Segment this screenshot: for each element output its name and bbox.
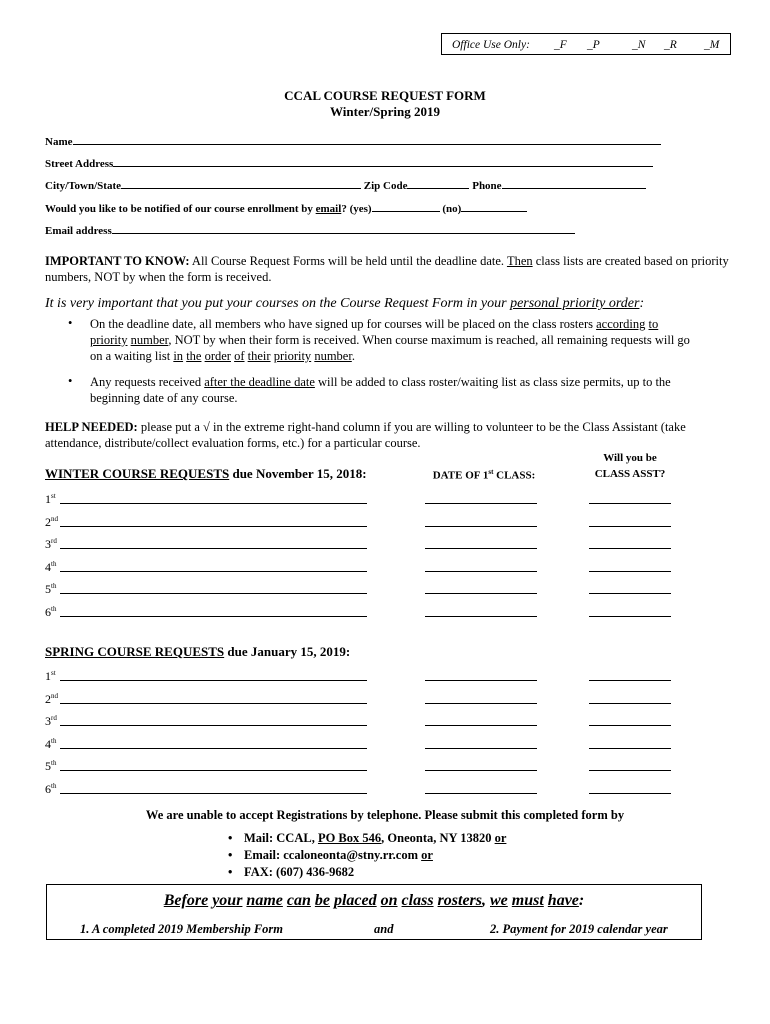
row-ordinal: nd [51, 691, 58, 700]
spring-asst-line-5[interactable] [589, 770, 671, 771]
rh-6: on [380, 892, 398, 909]
date-header-sup: st [488, 468, 494, 476]
form-subtitle: Winter/Spring 2019 [330, 104, 440, 119]
bullet-1 [90, 316, 690, 364]
spring-asst-line-3[interactable] [589, 725, 671, 726]
row-number: 1 [45, 669, 51, 683]
winter-asst-line-1[interactable] [589, 503, 671, 504]
submit-fax: • FAX: (607) 436-9682 [228, 864, 506, 881]
b1-to: to [648, 317, 659, 331]
winter-date-line-4[interactable] [425, 571, 537, 572]
email-or: or [421, 848, 433, 862]
spring-row-label-6 [45, 782, 56, 797]
row-number: 6 [45, 781, 51, 796]
winter-course-line-5[interactable] [60, 593, 367, 594]
submit-email [228, 847, 506, 864]
bullet-dot-1: • [68, 316, 73, 330]
street-line[interactable] [113, 166, 653, 167]
help-text: please put a √ in the extreme right-hand column if you are willing to volunteer to be the Class Assistant (take attendance, distribute/collect evaluation forms, etc.) for a particular course. [45, 420, 686, 450]
row-number: 2 [45, 514, 51, 529]
row-ordinal: rd [51, 537, 57, 545]
b1-text-a: On the deadline date, all members who have signed up for courses will be placed on the class rosters [90, 317, 597, 331]
b1-text-b: , NOT by when their form is received. When course maximum is reached, all remaining requests will go on a waiting list [90, 333, 690, 363]
important-lead: IMPORTANT TO KNOW: [45, 254, 190, 268]
requirement-2: 2. Payment for 2019 calendar year [490, 922, 668, 936]
email-field[interactable] [45, 225, 575, 237]
phone-label: Phone [472, 180, 502, 192]
row-number: 5 [45, 759, 51, 773]
office-mark-m: _M [704, 39, 720, 51]
notify-row [45, 203, 527, 215]
spring-title: SPRING COURSE REQUESTS [45, 644, 225, 659]
submit-methods [228, 830, 506, 881]
rh-0: Before [163, 892, 209, 909]
b1-number-2: number [314, 349, 352, 363]
spring-course-line-4[interactable] [60, 748, 367, 749]
rh-8: rosters [437, 892, 482, 909]
notify-yes-label: ? (yes) [341, 203, 372, 215]
spring-date-line-5[interactable] [425, 770, 537, 771]
row-ordinal: th [51, 736, 57, 745]
winter-date-line-1[interactable] [425, 503, 537, 504]
office-mark-r: _R [664, 39, 677, 51]
spring-asst-line-6[interactable] [589, 793, 671, 794]
spring-row-label-2 [45, 692, 58, 707]
spring-date-line-6[interactable] [425, 793, 537, 794]
winter-date-line-5[interactable] [425, 593, 537, 594]
rh-9: , [482, 892, 486, 909]
spring-course-line-3[interactable] [60, 725, 367, 726]
date-header-end: CLASS: [493, 469, 536, 482]
row-number: 4 [45, 736, 51, 751]
email-line[interactable] [112, 233, 575, 234]
office-use-box [441, 33, 731, 55]
row-ordinal: th [51, 604, 57, 613]
spring-date-line-4[interactable] [425, 748, 537, 749]
b1-end: . [351, 349, 355, 363]
requirement-1: 1. A completed 2019 Membership Form [80, 922, 284, 936]
rh-1: your [212, 892, 243, 909]
date-header [420, 468, 548, 482]
b1-of: of [234, 349, 245, 363]
winter-title: WINTER COURSE REQUESTS [45, 466, 230, 481]
street-label: Street Address [45, 158, 114, 170]
office-mark-f: _F [554, 39, 567, 51]
requirements-heading [46, 892, 702, 910]
spring-date-line-1[interactable] [425, 680, 537, 681]
important-then: Then [506, 254, 533, 268]
winter-due: due November 15, 2018: [229, 466, 367, 481]
priority-note [45, 296, 735, 312]
notify-email-word: email [315, 203, 342, 215]
winter-row-label-3 [45, 537, 57, 552]
office-mark-n: _N [632, 39, 646, 51]
notify-no-line[interactable] [461, 211, 527, 212]
row-ordinal: rd [51, 714, 57, 722]
street-field[interactable] [45, 158, 653, 170]
b1-priority-2: priority [273, 349, 312, 363]
spring-course-line-5[interactable] [60, 770, 367, 771]
winter-asst-line-3[interactable] [589, 548, 671, 549]
winter-asst-line-6[interactable] [589, 616, 671, 617]
spring-date-line-3[interactable] [425, 725, 537, 726]
asst-header-bottom: CLASS ASST? [594, 468, 666, 480]
form-title: CCAL COURSE REQUEST FORM [284, 88, 486, 103]
spring-row-label-3 [45, 714, 57, 729]
name-line[interactable] [73, 144, 661, 145]
office-use-label: Office Use Only: [452, 39, 530, 51]
row-number: 1 [45, 492, 51, 506]
office-mark-p: _P [587, 39, 600, 51]
requirement-and: and [374, 922, 394, 936]
rh-12: have [547, 892, 579, 909]
row-ordinal: th [51, 582, 57, 590]
spring-row-label-1 [45, 669, 56, 684]
row-ordinal: st [51, 492, 56, 500]
bullet-dot-2: • [68, 374, 73, 388]
winter-date-line-2[interactable] [425, 526, 537, 527]
row-ordinal: th [51, 781, 57, 790]
important-text-1: All Course Request Forms will be held until the deadline date. [189, 254, 507, 268]
row-ordinal: th [51, 759, 57, 767]
rh-11: must [511, 892, 544, 909]
winter-date-line-6[interactable] [425, 616, 537, 617]
mail-text: Mail: CCAL, [244, 831, 318, 845]
rh-4: be [314, 892, 330, 909]
winter-date-line-3[interactable] [425, 548, 537, 549]
spring-asst-line-2[interactable] [589, 703, 671, 704]
rh-7: class [401, 892, 434, 909]
mail-box: PO Box 546 [317, 831, 382, 845]
priority-colon: : [639, 296, 645, 311]
priority-text: It is very important that you put your courses on the Course Request Form in your [45, 296, 511, 311]
phone-line[interactable] [502, 188, 646, 189]
notify-question: Would you like to be notified of our course enrollment by [45, 203, 313, 215]
row-number: 6 [45, 604, 51, 619]
spring-row-label-4 [45, 737, 56, 752]
spring-asst-line-4[interactable] [589, 748, 671, 749]
rh-3: can [286, 892, 311, 909]
city-zip-phone-row [45, 180, 646, 192]
row-ordinal: st [51, 669, 56, 677]
important-text-2: class lists are created based on priority numbers, NOT by when the form is received. [45, 254, 729, 284]
email-label: Email address [45, 225, 112, 237]
b1-order: order [204, 349, 231, 363]
help-lead: HELP NEEDED: [45, 420, 138, 434]
rh-10: we [490, 892, 508, 909]
winter-row-label-2 [45, 515, 58, 530]
winter-course-line-2[interactable] [60, 526, 367, 527]
row-number: 3 [45, 537, 51, 551]
b2-text-a: Any requests received [90, 375, 205, 389]
rh-2: name [246, 892, 283, 909]
winter-row-label-1 [45, 492, 56, 507]
row-number: 5 [45, 582, 51, 596]
submit-mail [228, 830, 506, 847]
name-label: Name [45, 136, 73, 148]
notify-no-label: (no) [442, 203, 462, 215]
row-number: 4 [45, 559, 51, 574]
bullet-2 [90, 374, 690, 406]
row-number: 3 [45, 714, 51, 728]
b1-their: their [247, 349, 271, 363]
email-address: Email: ccaloneonta@stny.rr.com [244, 848, 422, 862]
winter-course-line-6[interactable] [60, 616, 367, 617]
priority-order: personal priority order [510, 296, 640, 311]
b2-after-deadline: after the deadline date [204, 375, 315, 389]
b2-text-b: will be added to class roster/waiting list as class size permits, up to the beginning date of any course. [90, 375, 671, 405]
winter-row-label-6 [45, 605, 56, 620]
row-ordinal: nd [51, 514, 58, 523]
winter-asst-line-4[interactable] [589, 571, 671, 572]
spring-due: due January 15, 2019: [224, 644, 351, 659]
b1-in: in [173, 349, 184, 363]
spring-course-line-2[interactable] [60, 703, 367, 704]
city-line[interactable] [121, 188, 361, 189]
b1-number: number [130, 333, 169, 347]
mail-or: or [494, 831, 507, 845]
rh-5: placed [333, 892, 377, 909]
city-label: City/Town/State [45, 180, 121, 192]
asst-header-top: Will you be [603, 452, 657, 464]
winter-section-title [45, 466, 367, 482]
important-paragraph [45, 253, 735, 285]
spring-date-line-2[interactable] [425, 703, 537, 704]
submit-text: We are unable to accept Registrations by telephone. Please submit this completed form by [145, 808, 625, 822]
spring-section-title [45, 644, 350, 660]
spring-course-line-6[interactable] [60, 793, 367, 794]
winter-course-line-4[interactable] [60, 571, 367, 572]
b1-priority: priority [90, 333, 128, 347]
winter-course-line-1[interactable] [60, 503, 367, 504]
spring-row-label-5 [45, 759, 56, 774]
winter-asst-line-2[interactable] [589, 526, 671, 527]
mail-city: , Oneonta, NY 13820 [381, 831, 495, 845]
spring-asst-line-1[interactable] [589, 680, 671, 681]
row-number: 2 [45, 691, 51, 706]
date-header-text: DATE OF 1 [432, 469, 489, 482]
winter-asst-line-5[interactable] [589, 593, 671, 594]
spring-course-line-1[interactable] [60, 680, 367, 681]
winter-row-label-5 [45, 582, 56, 597]
zip-label: Zip Code [363, 180, 408, 192]
rh-13: : [578, 892, 585, 909]
winter-course-line-3[interactable] [60, 548, 367, 549]
row-ordinal: th [51, 559, 57, 568]
b1-the: the [186, 349, 202, 363]
b1-according: according [596, 317, 646, 331]
help-paragraph [45, 419, 735, 451]
name-field[interactable] [45, 136, 661, 148]
winter-row-label-4 [45, 560, 56, 575]
notify-yes-line[interactable] [372, 211, 440, 212]
zip-line[interactable] [407, 188, 469, 189]
